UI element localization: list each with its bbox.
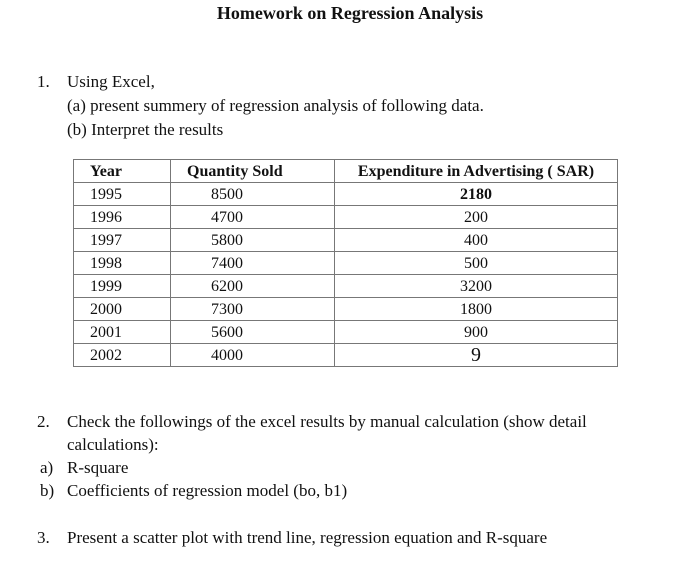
cell-year: 1999 — [74, 275, 171, 298]
cell-year: 1998 — [74, 252, 171, 275]
table-row — [74, 183, 618, 206]
question-3 — [37, 526, 547, 549]
cell-quantity: 7300 — [171, 298, 335, 321]
cell-year: 2002 — [74, 344, 171, 367]
header-expenditure: Expenditure in Advertising ( SAR) — [335, 160, 618, 183]
question-1-part-b: (b) Interpret the results — [67, 120, 224, 139]
question-2-number: 2. — [37, 412, 50, 431]
question-2-line-2: calculations): — [67, 435, 159, 454]
table-row — [74, 298, 618, 321]
question-1-part-a: (a) present summery of regression analysis of following data. — [67, 96, 484, 115]
cell-quantity: 6200 — [171, 275, 335, 298]
question-2-item-a — [37, 456, 657, 479]
cell-year: 2001 — [74, 321, 171, 344]
item-b-text: Coefficients of regression model (bo, b1) — [67, 481, 348, 500]
cell-quantity: 7400 — [171, 252, 335, 275]
item-a-label: a) — [40, 458, 54, 477]
table-row — [74, 252, 618, 275]
question-2-line-1 — [37, 410, 657, 433]
question-2-item-b — [37, 479, 657, 502]
cell-year: 1997 — [74, 229, 171, 252]
question-1-line — [37, 70, 484, 94]
question-1-number: 1. — [37, 72, 50, 91]
table-row — [74, 321, 618, 344]
item-b-label: b) — [40, 481, 55, 500]
question-2-text: Check the followings of the excel results by manual calculation (show detail — [67, 412, 587, 431]
cell-quantity: 5600 — [171, 321, 335, 344]
table-row — [74, 206, 618, 229]
cell-year: 1995 — [74, 183, 171, 206]
table-row — [74, 229, 618, 252]
cell-quantity: 8500 — [171, 183, 335, 206]
cell-quantity: 4000 — [171, 344, 335, 367]
question-2 — [37, 410, 657, 502]
data-table — [73, 159, 618, 367]
question-1-text: Using Excel, — [67, 72, 155, 91]
page-title: Homework on Regression Analysis — [216, 3, 484, 23]
table-header-row — [74, 160, 618, 183]
cell-year: 2000 — [74, 298, 171, 321]
cell-expenditure: 1800 — [335, 298, 618, 321]
cell-expenditure: 3200 — [335, 275, 618, 298]
question-3-text: Present a scatter plot with trend line, regression equation and R-square — [67, 528, 548, 547]
question-1 — [37, 70, 484, 142]
cell-expenditure: 2180 — [335, 183, 618, 206]
cell-expenditure: 400 — [335, 229, 618, 252]
cell-expenditure: 9 — [335, 344, 618, 367]
item-a-text: R-square — [67, 458, 129, 477]
question-3-number: 3. — [37, 528, 50, 547]
cell-year: 1996 — [74, 206, 171, 229]
table-row — [74, 344, 618, 367]
header-quantity-sold: Quantity Sold — [171, 160, 335, 183]
cell-quantity: 4700 — [171, 206, 335, 229]
cell-expenditure: 900 — [335, 321, 618, 344]
cell-quantity: 5800 — [171, 229, 335, 252]
header-year: Year — [74, 160, 171, 183]
table-row — [74, 275, 618, 298]
cell-expenditure: 200 — [335, 206, 618, 229]
cell-expenditure: 500 — [335, 252, 618, 275]
